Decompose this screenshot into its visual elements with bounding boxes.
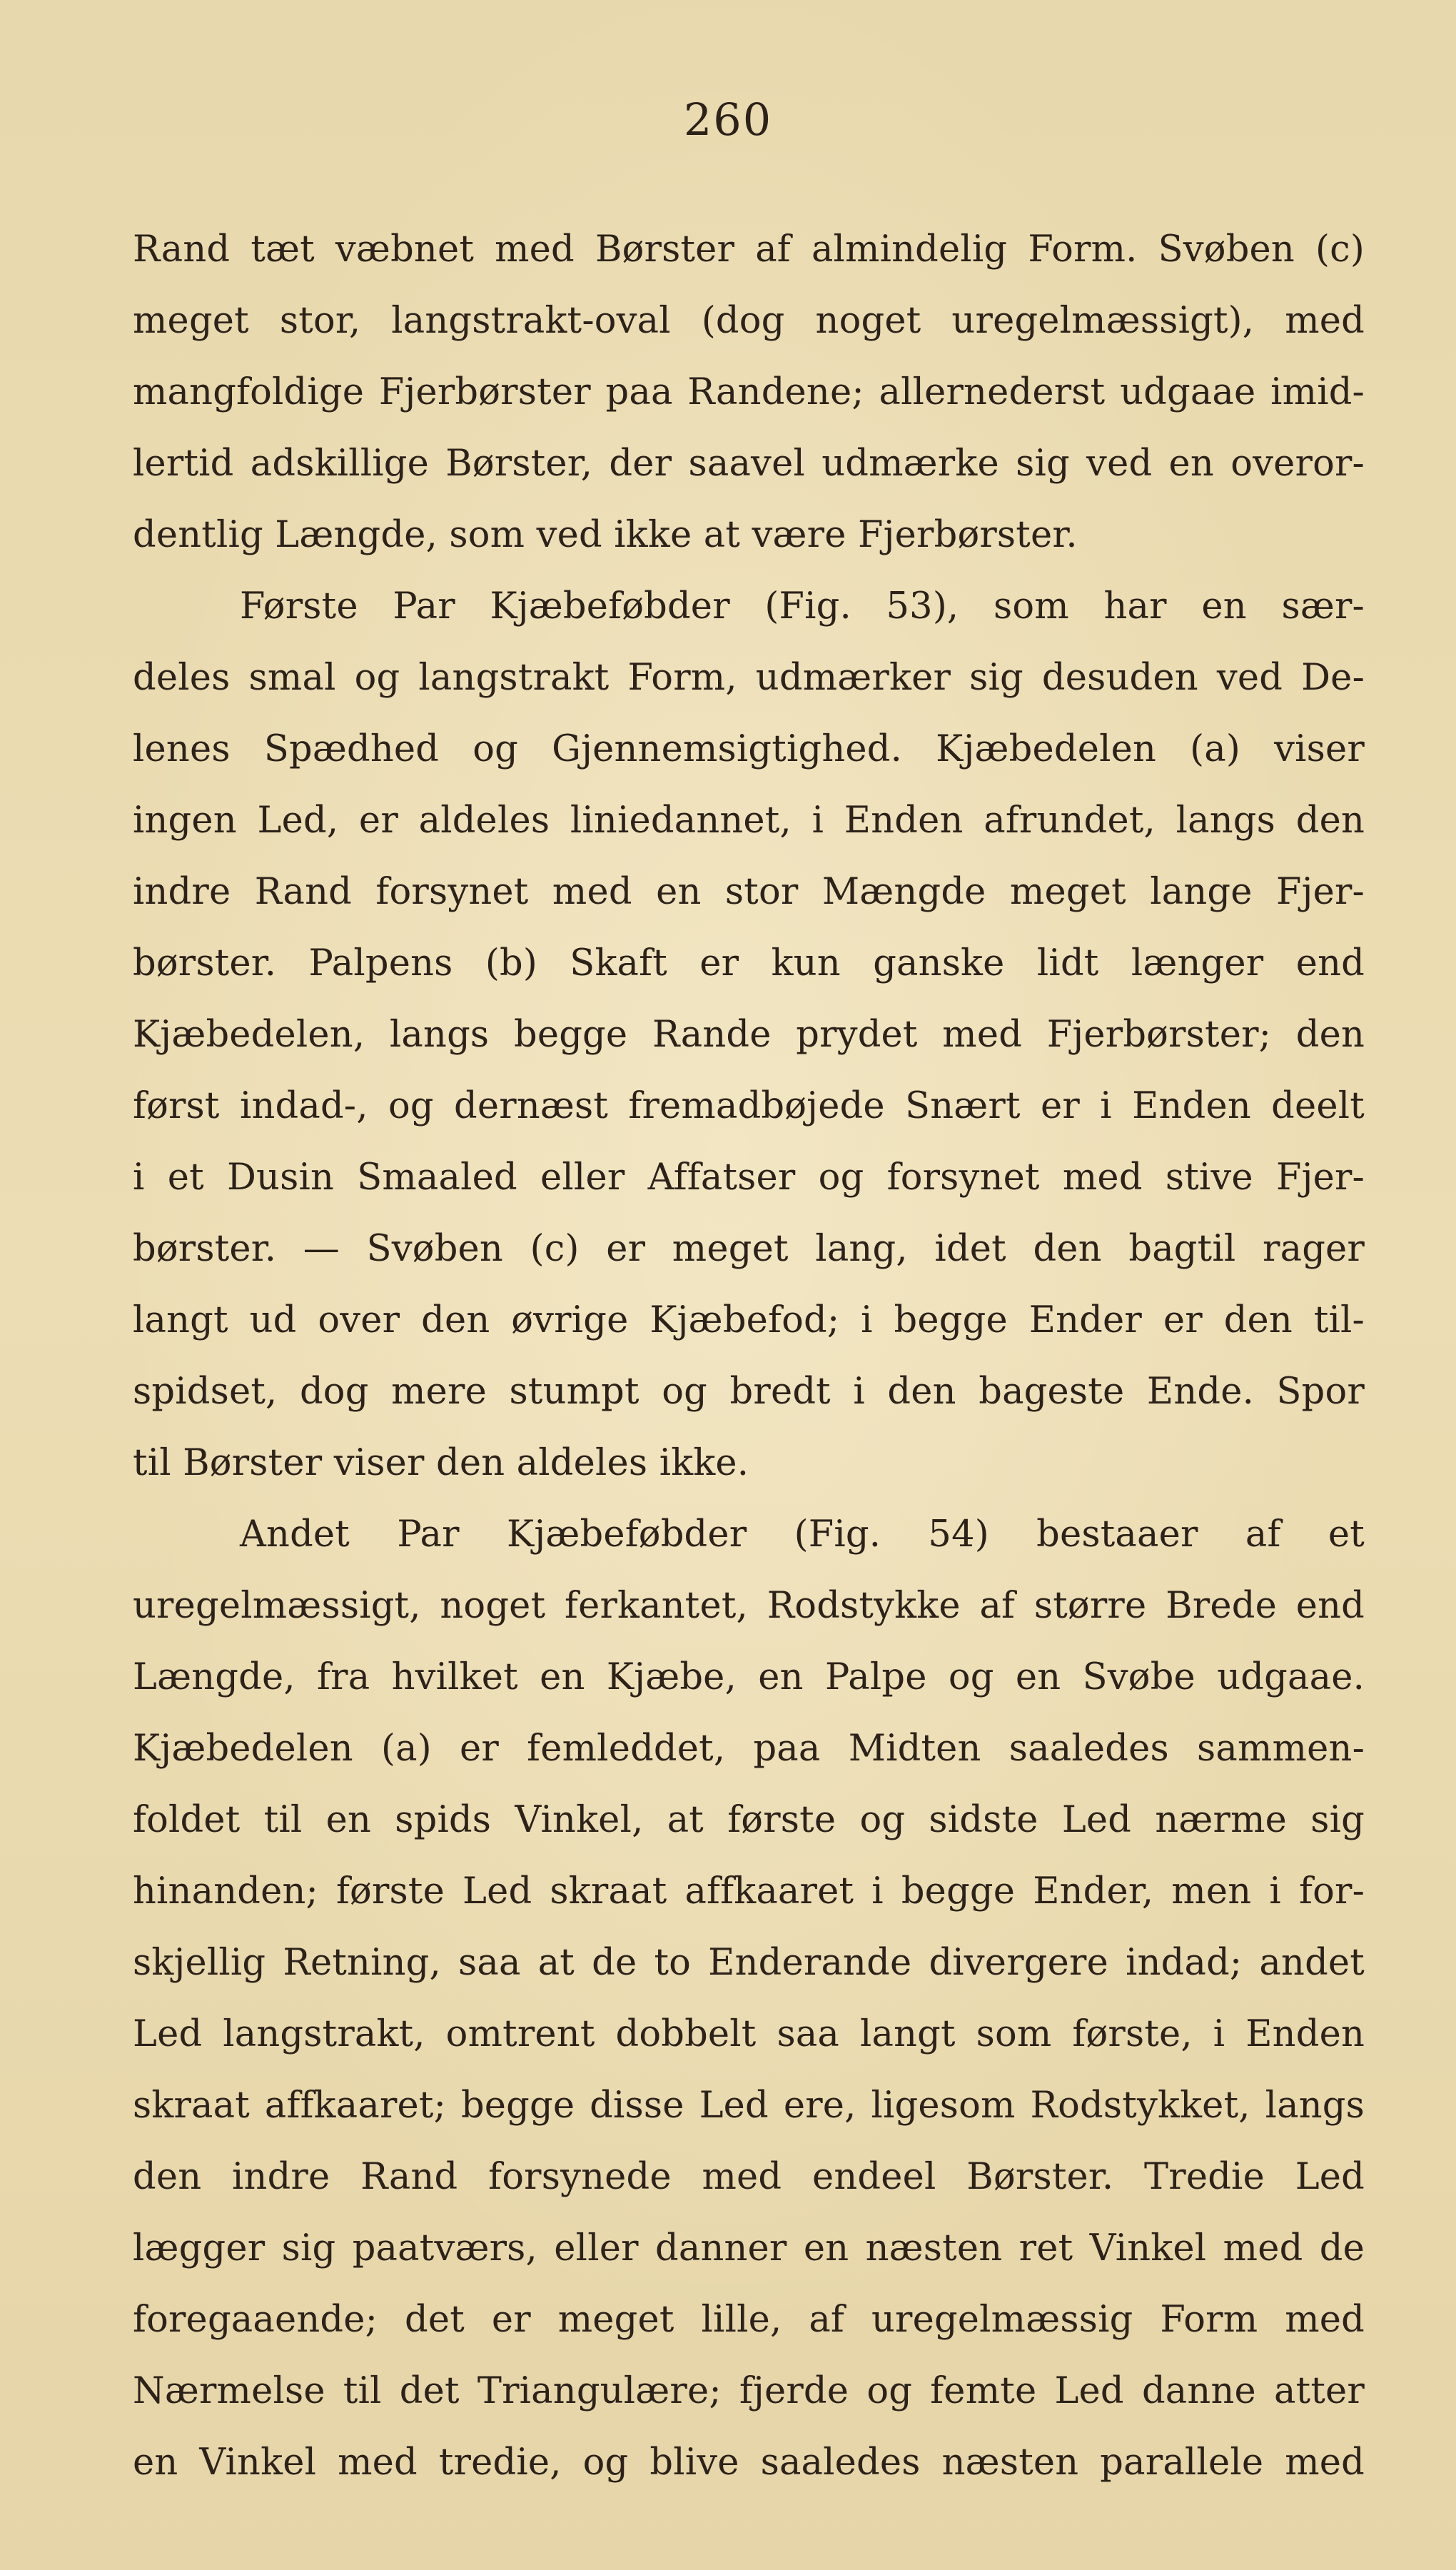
text-line: spidset, dog mere stumpt og bredt i den bageste Ende. Spor <box>133 1371 1365 1413</box>
text-line: lenes Spædhed og Gjennemsigtighed. Kjæbedelen (a) viser <box>133 728 1365 770</box>
text-line: uregelmæssigt, noget ferkantet, Rodstykke af større Brede end <box>133 1585 1365 1627</box>
text-line: ingen Led, er aldeles liniedannet, i Enden afrundet, langs den <box>133 800 1365 842</box>
text-line: Nærmelse til det Triangulære; fjerde og femte Led danne atter <box>133 2370 1365 2412</box>
text-line: til Børster viser den aldeles ikke. <box>133 1442 749 1484</box>
text-line: mangfoldige Fjerbørster paa Randene; allernederst udgaae imid- <box>133 371 1365 413</box>
text-line: børster. — Svøben (c) er meget lang, idet den bagtil rager <box>133 1228 1365 1270</box>
text-line: skjellig Retning, saa at de to Enderande divergere indad; andet <box>133 1942 1365 1984</box>
text-line: foregaaende; det er meget lille, af uregelmæssig Form med <box>133 2299 1365 2341</box>
text-line: en Vinkel med tredie, og blive saaledes næsten parallele med <box>133 2442 1365 2484</box>
text-line: deles smal og langstrakt Form, udmærker sig desuden ved De- <box>133 657 1365 699</box>
text-line: Kjæbedelen (a) er femleddet, paa Midten saaledes sammen- <box>133 1728 1365 1770</box>
text-line: hinanden; første Led skraat affkaaret i begge Ender, men i for- <box>133 1870 1365 1913</box>
text-line: Kjæbedelen, langs begge Rande prydet med Fjerbørster; den <box>133 1014 1365 1056</box>
text-line: Andet Par Kjæbeføbder (Fig. 54) bestaaer af et <box>240 1513 1365 1556</box>
text-line: lertid adskillige Børster, der saavel udmærke sig ved en overor- <box>133 443 1365 485</box>
text-line: skraat affkaaret; begge disse Led ere, ligesom Rodstykket, langs <box>133 2085 1365 2127</box>
text-line: lægger sig paatværs, eller danner en næsten ret Vinkel med de <box>133 2227 1365 2269</box>
body-text <box>133 214 1365 2499</box>
text-line: Første Par Kjæbeføbder (Fig. 53), som har en sær- <box>240 585 1365 628</box>
text-line: dentlig Længde, som ved ikke at være Fjerbørster. <box>133 514 1078 556</box>
text-line: Længde, fra hvilket en Kjæbe, en Palpe og en Svøbe udgaae. <box>133 1656 1365 1698</box>
text-line: Rand tæt væbnet med Børster af almindelig Form. Svøben (c) <box>133 228 1365 271</box>
text-line: indre Rand forsynet med en stor Mængde meget lange Fjer- <box>133 871 1365 913</box>
text-line: den indre Rand forsynede med endeel Børster. Tredie Led <box>133 2156 1365 2198</box>
text-line: børster. Palpens (b) Skaft er kun ganske lidt længer end <box>133 942 1365 984</box>
text-line: i et Dusin Smaaled eller Affatser og forsynet med stive Fjer- <box>133 1156 1365 1199</box>
text-line: langt ud over den øvrige Kjæbefod; i begge Ender er den til- <box>133 1299 1365 1341</box>
text-line: først indad-, og dernæst fremadbøjede Snært er i Enden deelt <box>133 1085 1365 1127</box>
text-line: meget stor, langstrakt-oval (dog noget uregelmæssigt), med <box>133 300 1365 342</box>
text-line: foldet til en spids Vinkel, at første og sidste Led nærme sig <box>133 1799 1365 1841</box>
text-line: Led langstrakt, omtrent dobbelt saa langt som første, i Enden <box>133 2013 1365 2055</box>
page-number: 260 <box>683 94 773 146</box>
